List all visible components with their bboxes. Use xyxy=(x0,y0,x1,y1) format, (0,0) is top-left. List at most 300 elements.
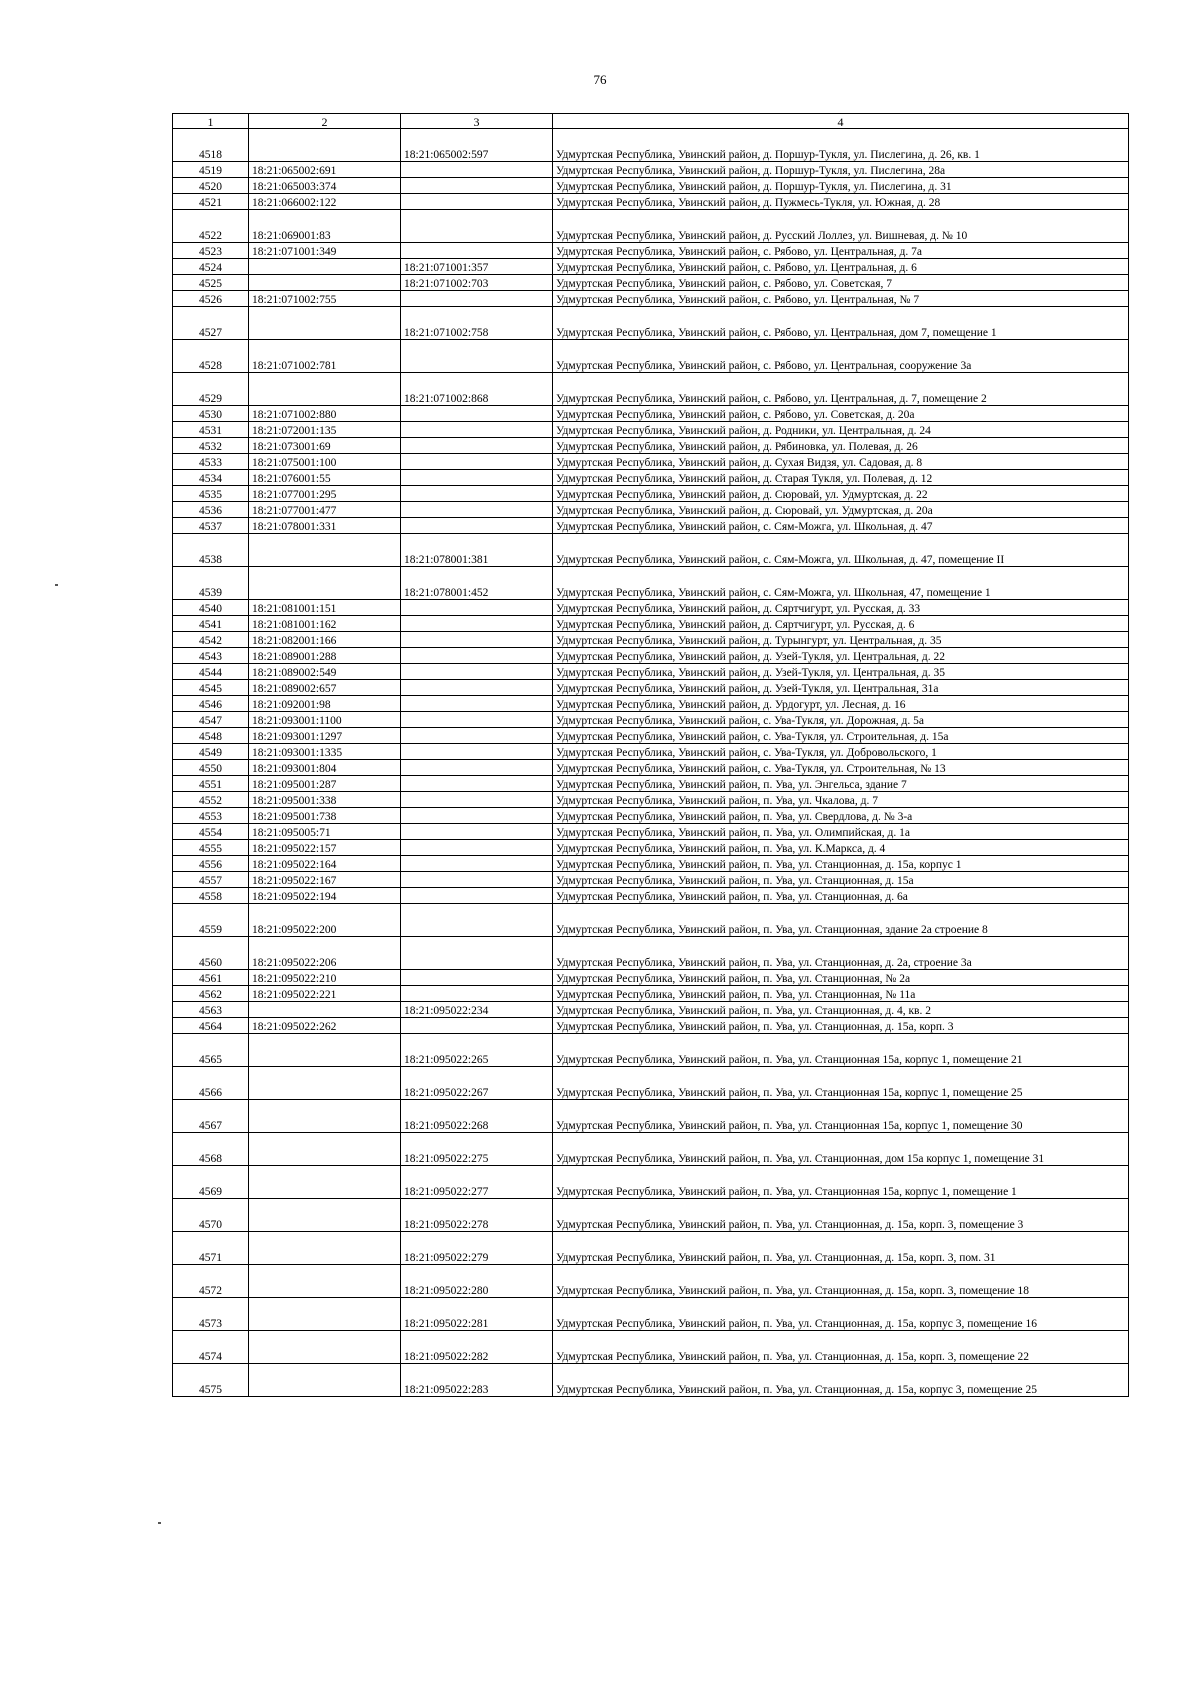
table-row xyxy=(173,776,1129,792)
address-cell: Удмуртская Республика, Увинский район, с. Рябово, ул. Советская, д. 20а xyxy=(553,406,1129,422)
cadastral-number-building xyxy=(401,808,553,824)
row-number: 4530 xyxy=(173,406,249,422)
cadastral-number-building: 18:21:095022:278 xyxy=(401,1199,553,1232)
cadastral-number-land: 18:21:071002:755 xyxy=(249,291,401,307)
cadastral-number-building xyxy=(401,760,553,776)
address-cell: Удмуртская Республика, Увинский район, п. Ува, ул. Станционная, дом 15а корпус 1, помещение 31 xyxy=(553,1133,1129,1166)
row-number: 4551 xyxy=(173,776,249,792)
cadastral-number-building xyxy=(401,632,553,648)
header-row xyxy=(173,114,1129,129)
address-cell: Удмуртская Республика, Увинский район, п. Ува, ул. Олимпийская, д. 1а xyxy=(553,824,1129,840)
cadastral-number-building xyxy=(401,422,553,438)
column-header-3: 3 xyxy=(401,114,553,129)
cadastral-number-building xyxy=(401,194,553,210)
address-cell: Удмуртская Республика, Увинский район, д. Сухая Видзя, ул. Садовая, д. 8 xyxy=(553,454,1129,470)
cadastral-number-building xyxy=(401,486,553,502)
row-number: 4563 xyxy=(173,1002,249,1018)
row-number: 4567 xyxy=(173,1100,249,1133)
column-header-2: 2 xyxy=(249,114,401,129)
cadastral-number-building xyxy=(401,518,553,534)
table-row xyxy=(173,1298,1129,1331)
cadastral-number-building: 18:21:095022:277 xyxy=(401,1166,553,1199)
address-cell: Удмуртская Республика, Увинский район, д. Урдогурт, ул. Лесная, д. 16 xyxy=(553,696,1129,712)
row-number: 4547 xyxy=(173,712,249,728)
table-row xyxy=(173,502,1129,518)
cadastral-number-building: 18:21:071002:758 xyxy=(401,307,553,340)
address-cell: Удмуртская Республика, Увинский район, с. Сям-Можга, ул. Школьная, д. 47 xyxy=(553,518,1129,534)
table-row xyxy=(173,856,1129,872)
table-row xyxy=(173,194,1129,210)
table-row xyxy=(173,904,1129,937)
address-cell: Удмуртская Республика, Увинский район, п. Ува, ул. Станционная, д. 2а, строение 3а xyxy=(553,937,1129,970)
cadastral-number-land xyxy=(249,1067,401,1100)
cadastral-number-land: 18:21:065003:374 xyxy=(249,178,401,194)
cadastral-number-building: 18:21:078001:381 xyxy=(401,534,553,567)
cadastral-number-land: 18:21:095022:221 xyxy=(249,986,401,1002)
table-row xyxy=(173,680,1129,696)
row-number: 4552 xyxy=(173,792,249,808)
row-number: 4556 xyxy=(173,856,249,872)
cadastral-number-building: 18:21:071001:357 xyxy=(401,259,553,275)
table-row xyxy=(173,648,1129,664)
row-number: 4518 xyxy=(173,129,249,162)
cadastral-number-land: 18:21:075001:100 xyxy=(249,454,401,470)
row-number: 4533 xyxy=(173,454,249,470)
table-row xyxy=(173,291,1129,307)
address-cell: Удмуртская Республика, Увинский район, д. Узей-Тукля, ул. Центральная, д. 22 xyxy=(553,648,1129,664)
row-number: 4558 xyxy=(173,888,249,904)
address-cell: Удмуртская Республика, Увинский район, с. Рябово, ул. Центральная, д. 6 xyxy=(553,259,1129,275)
cadastral-number-building: 18:21:071002:868 xyxy=(401,373,553,406)
row-number: 4557 xyxy=(173,872,249,888)
cadastral-number-building: 18:21:095022:265 xyxy=(401,1034,553,1067)
row-number: 4545 xyxy=(173,680,249,696)
table-row xyxy=(173,486,1129,502)
row-number: 4561 xyxy=(173,970,249,986)
cadastral-number-building xyxy=(401,744,553,760)
cadastral-number-building: 18:21:095022:275 xyxy=(401,1133,553,1166)
cadastral-number-building xyxy=(401,600,553,616)
cadastral-number-land xyxy=(249,1166,401,1199)
cadastral-number-land xyxy=(249,1034,401,1067)
row-number: 4569 xyxy=(173,1166,249,1199)
cadastral-number-building xyxy=(401,648,553,664)
address-cell: Удмуртская Республика, Увинский район, п. Ува, ул. Станционная, д. 4, кв. 2 xyxy=(553,1002,1129,1018)
row-number: 4572 xyxy=(173,1265,249,1298)
cadastral-number-building xyxy=(401,340,553,373)
table-row xyxy=(173,888,1129,904)
row-number: 4546 xyxy=(173,696,249,712)
cadastral-number-land: 18:21:095022:167 xyxy=(249,872,401,888)
table-body xyxy=(173,129,1129,1397)
row-number: 4560 xyxy=(173,937,249,970)
table-row xyxy=(173,518,1129,534)
table-row xyxy=(173,210,1129,243)
address-cell: Удмуртская Республика, Увинский район, с. Рябово, ул. Центральная, сооружение 3а xyxy=(553,340,1129,373)
cadastral-number-building: 18:21:095022:267 xyxy=(401,1067,553,1100)
cadastral-number-land xyxy=(249,259,401,275)
scan-mark xyxy=(158,1522,161,1524)
cadastral-number-land: 18:21:082001:166 xyxy=(249,632,401,648)
row-number: 4520 xyxy=(173,178,249,194)
table-row xyxy=(173,728,1129,744)
address-cell: Удмуртская Республика, Увинский район, д. Пужмесь-Тукля, ул. Южная, д. 28 xyxy=(553,194,1129,210)
row-number: 4531 xyxy=(173,422,249,438)
cadastral-number-land: 18:21:069001:83 xyxy=(249,210,401,243)
address-cell: Удмуртская Республика, Увинский район, п. Ува, ул. Чкалова, д. 7 xyxy=(553,792,1129,808)
address-cell: Удмуртская Республика, Увинский район, д. Узей-Тукля, ул. Центральная, 31а xyxy=(553,680,1129,696)
address-cell: Удмуртская Республика, Увинский район, п. Ува, ул. Станционная, д. 15а xyxy=(553,872,1129,888)
row-number: 4574 xyxy=(173,1331,249,1364)
address-cell: Удмуртская Республика, Увинский район, п. Ува, ул. Станционная, д. 6а xyxy=(553,888,1129,904)
row-number: 4528 xyxy=(173,340,249,373)
cadastral-number-building xyxy=(401,970,553,986)
cadastral-number-land xyxy=(249,1298,401,1331)
row-number: 4537 xyxy=(173,518,249,534)
table-row xyxy=(173,567,1129,600)
row-number: 4562 xyxy=(173,986,249,1002)
table-row xyxy=(173,632,1129,648)
table-row xyxy=(173,129,1129,162)
address-cell: Удмуртская Республика, Увинский район, д. Сюровай, ул. Удмуртская, д. 22 xyxy=(553,486,1129,502)
row-number: 4527 xyxy=(173,307,249,340)
cadastral-number-building: 18:21:095022:282 xyxy=(401,1331,553,1364)
cadastral-number-building xyxy=(401,986,553,1002)
row-number: 4553 xyxy=(173,808,249,824)
cadastral-number-land: 18:21:071002:781 xyxy=(249,340,401,373)
cadastral-number-building: 18:21:065002:597 xyxy=(401,129,553,162)
row-number: 4541 xyxy=(173,616,249,632)
registry-table xyxy=(172,113,1129,1397)
address-cell: Удмуртская Республика, Увинский район, с. Ува-Тукля, ул. Строительная, д. 15а xyxy=(553,728,1129,744)
table-row xyxy=(173,1232,1129,1265)
table-row xyxy=(173,1265,1129,1298)
address-cell: Удмуртская Республика, Увинский район, п. Ува, ул. Станционная, д. 15а, корпус 3, помещение 25 xyxy=(553,1364,1129,1397)
table-row xyxy=(173,696,1129,712)
address-cell: Удмуртская Республика, Увинский район, п. Ува, ул. Свердлова, д. № 3-а xyxy=(553,808,1129,824)
table-row xyxy=(173,243,1129,259)
address-cell: Удмуртская Республика, Увинский район, с. Рябово, ул. Советская, 7 xyxy=(553,275,1129,291)
table-row xyxy=(173,1018,1129,1034)
address-cell: Удмуртская Республика, Увинский район, д. Поршур-Тукля, ул. Пислегина, 28а xyxy=(553,162,1129,178)
address-cell: Удмуртская Республика, Увинский район, п. Ува, ул. Станционная, д. 15а, корпус 3, помещение 16 xyxy=(553,1298,1129,1331)
row-number: 4526 xyxy=(173,291,249,307)
cadastral-number-land xyxy=(249,1100,401,1133)
row-number: 4564 xyxy=(173,1018,249,1034)
row-number: 4535 xyxy=(173,486,249,502)
cadastral-number-building xyxy=(401,406,553,422)
cadastral-number-building xyxy=(401,1018,553,1034)
cadastral-number-land: 18:21:093001:1100 xyxy=(249,712,401,728)
column-header-4: 4 xyxy=(553,114,1129,129)
cadastral-number-building xyxy=(401,178,553,194)
address-cell: Удмуртская Республика, Увинский район, д. Сяртчигурт, ул. Русская, д. 33 xyxy=(553,600,1129,616)
row-number: 4575 xyxy=(173,1364,249,1397)
table-row xyxy=(173,275,1129,291)
cadastral-number-land xyxy=(249,1232,401,1265)
cadastral-number-building xyxy=(401,728,553,744)
cadastral-number-building xyxy=(401,502,553,518)
cadastral-number-building xyxy=(401,210,553,243)
cadastral-number-building: 18:21:095022:268 xyxy=(401,1100,553,1133)
cadastral-number-land xyxy=(249,1364,401,1397)
row-number: 4566 xyxy=(173,1067,249,1100)
row-number: 4523 xyxy=(173,243,249,259)
cadastral-number-land: 18:21:078001:331 xyxy=(249,518,401,534)
cadastral-number-building xyxy=(401,937,553,970)
row-number: 4555 xyxy=(173,840,249,856)
address-cell: Удмуртская Республика, Увинский район, п. Ува, ул. Станционная, № 11а xyxy=(553,986,1129,1002)
row-number: 4519 xyxy=(173,162,249,178)
row-number: 4540 xyxy=(173,600,249,616)
address-cell: Удмуртская Республика, Увинский район, п. Ува, ул. Станционная, д. 15а, корп. 3, помещение 22 xyxy=(553,1331,1129,1364)
address-cell: Удмуртская Республика, Увинский район, п. Ува, ул. Станционная, д. 15а, корп. 3, помещение 18 xyxy=(553,1265,1129,1298)
address-cell: Удмуртская Республика, Увинский район, д. Сяртчигурт, ул. Русская, д. 6 xyxy=(553,616,1129,632)
address-cell: Удмуртская Республика, Увинский район, д. Родники, ул. Центральная, д. 24 xyxy=(553,422,1129,438)
cadastral-number-land xyxy=(249,1331,401,1364)
cadastral-number-land: 18:21:095022:210 xyxy=(249,970,401,986)
cadastral-number-land: 18:21:077001:295 xyxy=(249,486,401,502)
cadastral-number-land: 18:21:066002:122 xyxy=(249,194,401,210)
table-row xyxy=(173,712,1129,728)
table-row xyxy=(173,1067,1129,1100)
row-number: 4544 xyxy=(173,664,249,680)
address-cell: Удмуртская Республика, Увинский район, п. Ува, ул. Станционная 15а, корпус 1, помещение 30 xyxy=(553,1100,1129,1133)
cadastral-number-land xyxy=(249,1199,401,1232)
scan-mark xyxy=(55,584,58,586)
column-header-1: 1 xyxy=(173,114,249,129)
cadastral-number-building xyxy=(401,776,553,792)
address-cell: Удмуртская Республика, Увинский район, с. Ува-Тукля, ул. Строительная, № 13 xyxy=(553,760,1129,776)
cadastral-number-land: 18:21:089001:288 xyxy=(249,648,401,664)
row-number: 4570 xyxy=(173,1199,249,1232)
address-cell: Удмуртская Республика, Увинский район, с. Ува-Тукля, ул. Добровольского, 1 xyxy=(553,744,1129,760)
row-number: 4538 xyxy=(173,534,249,567)
cadastral-number-land: 18:21:093001:1335 xyxy=(249,744,401,760)
address-cell: Удмуртская Республика, Увинский район, с. Рябово, ул. Центральная, № 7 xyxy=(553,291,1129,307)
row-number: 4532 xyxy=(173,438,249,454)
cadastral-number-land: 18:21:076001:55 xyxy=(249,470,401,486)
cadastral-number-land: 18:21:095022:194 xyxy=(249,888,401,904)
cadastral-number-land: 18:21:072001:135 xyxy=(249,422,401,438)
cadastral-number-land: 18:21:095001:738 xyxy=(249,808,401,824)
cadastral-number-land xyxy=(249,1133,401,1166)
cadastral-number-building xyxy=(401,824,553,840)
table-row xyxy=(173,1100,1129,1133)
table-row xyxy=(173,534,1129,567)
cadastral-number-land xyxy=(249,1265,401,1298)
cadastral-number-building: 18:21:071002:703 xyxy=(401,275,553,291)
table-row xyxy=(173,1002,1129,1018)
cadastral-number-building: 18:21:095022:234 xyxy=(401,1002,553,1018)
row-number: 4573 xyxy=(173,1298,249,1331)
cadastral-number-building xyxy=(401,243,553,259)
address-cell: Удмуртская Республика, Увинский район, п. Ува, ул. Станционная, д. 15а, корп. 3, помещение 3 xyxy=(553,1199,1129,1232)
address-cell: Удмуртская Республика, Увинский район, д. Поршур-Тукля, ул. Пислегина, д. 26, кв. 1 xyxy=(553,129,1129,162)
address-cell: Удмуртская Республика, Увинский район, с. Рябово, ул. Центральная, д. 7а xyxy=(553,243,1129,259)
table-row xyxy=(173,872,1129,888)
table-row xyxy=(173,1166,1129,1199)
cadastral-number-land xyxy=(249,1002,401,1018)
cadastral-number-land: 18:21:092001:98 xyxy=(249,696,401,712)
cadastral-number-land: 18:21:071001:349 xyxy=(249,243,401,259)
address-cell: Удмуртская Республика, Увинский район, д. Поршур-Тукля, ул. Пислегина, д. 31 xyxy=(553,178,1129,194)
cadastral-number-building: 18:21:095022:283 xyxy=(401,1364,553,1397)
address-cell: Удмуртская Республика, Увинский район, с. Рябово, ул. Центральная, дом 7, помещение 1 xyxy=(553,307,1129,340)
cadastral-number-building xyxy=(401,438,553,454)
table-row xyxy=(173,454,1129,470)
table-row xyxy=(173,792,1129,808)
cadastral-number-land: 18:21:093001:804 xyxy=(249,760,401,776)
row-number: 4525 xyxy=(173,275,249,291)
table-row xyxy=(173,470,1129,486)
row-number: 4529 xyxy=(173,373,249,406)
row-number: 4571 xyxy=(173,1232,249,1265)
table-row xyxy=(173,438,1129,454)
address-cell: Удмуртская Республика, Увинский район, д. Сюровай, ул. Удмуртская, д. 20а xyxy=(553,502,1129,518)
cadastral-number-land: 18:21:081001:151 xyxy=(249,600,401,616)
page-number: 76 xyxy=(593,72,607,87)
cadastral-number-building: 18:21:095022:279 xyxy=(401,1232,553,1265)
cadastral-number-building xyxy=(401,616,553,632)
cadastral-number-building xyxy=(401,454,553,470)
cadastral-number-land: 18:21:095022:157 xyxy=(249,840,401,856)
table-row xyxy=(173,808,1129,824)
cadastral-number-land xyxy=(249,567,401,600)
table-row xyxy=(173,616,1129,632)
cadastral-number-building xyxy=(401,470,553,486)
cadastral-number-building xyxy=(401,291,553,307)
table-row xyxy=(173,937,1129,970)
cadastral-number-land: 18:21:081001:162 xyxy=(249,616,401,632)
table-row xyxy=(173,162,1129,178)
table-row xyxy=(173,307,1129,340)
cadastral-number-land xyxy=(249,129,401,162)
cadastral-number-land xyxy=(249,534,401,567)
cadastral-number-building xyxy=(401,840,553,856)
table-row xyxy=(173,824,1129,840)
table-row xyxy=(173,760,1129,776)
address-cell: Удмуртская Республика, Увинский район, п. Ува, ул. Станционная 15а, корпус 1, помещение 25 xyxy=(553,1067,1129,1100)
cadastral-number-building xyxy=(401,680,553,696)
address-cell: Удмуртская Республика, Увинский район, п. Ува, ул. Станционная, д. 15а, корпус 1 xyxy=(553,856,1129,872)
table-row xyxy=(173,986,1129,1002)
row-number: 4548 xyxy=(173,728,249,744)
row-number: 4559 xyxy=(173,904,249,937)
address-cell: Удмуртская Республика, Увинский район, п. Ува, ул. Станционная, д. 15а, корп. 3, пом. 31 xyxy=(553,1232,1129,1265)
cadastral-number-building xyxy=(401,664,553,680)
cadastral-number-building xyxy=(401,162,553,178)
cadastral-number-land: 18:21:095001:338 xyxy=(249,792,401,808)
address-cell: Удмуртская Республика, Увинский район, д. Турынгурт, ул. Центральная, д. 35 xyxy=(553,632,1129,648)
table-row xyxy=(173,744,1129,760)
cadastral-number-building: 18:21:095022:280 xyxy=(401,1265,553,1298)
cadastral-number-land: 18:21:095022:164 xyxy=(249,856,401,872)
address-cell: Удмуртская Республика, Увинский район, д. Старая Тукля, ул. Полевая, д. 12 xyxy=(553,470,1129,486)
cadastral-number-building xyxy=(401,696,553,712)
address-cell: Удмуртская Республика, Увинский район, п. Ува, ул. Станционная, № 2а xyxy=(553,970,1129,986)
cadastral-number-land xyxy=(249,373,401,406)
address-cell: Удмуртская Республика, Увинский район, с. Сям-Можга, ул. Школьная, д. 47, помещение II xyxy=(553,534,1129,567)
row-number: 4550 xyxy=(173,760,249,776)
address-cell: Удмуртская Республика, Увинский район, п. Ува, ул. Энгельса, здание 7 xyxy=(553,776,1129,792)
cadastral-number-building xyxy=(401,792,553,808)
cadastral-number-land: 18:21:089002:549 xyxy=(249,664,401,680)
address-cell: Удмуртская Республика, Увинский район, п. Ува, ул. Станционная 15а, корпус 1, помещение 21 xyxy=(553,1034,1129,1067)
row-number: 4539 xyxy=(173,567,249,600)
table-row xyxy=(173,373,1129,406)
row-number: 4565 xyxy=(173,1034,249,1067)
table-row xyxy=(173,1034,1129,1067)
cadastral-number-land: 18:21:095001:287 xyxy=(249,776,401,792)
table-row xyxy=(173,1199,1129,1232)
cadastral-number-building xyxy=(401,904,553,937)
table-row xyxy=(173,340,1129,373)
row-number: 4524 xyxy=(173,259,249,275)
cadastral-number-land: 18:21:073001:69 xyxy=(249,438,401,454)
table-row xyxy=(173,259,1129,275)
table-row xyxy=(173,406,1129,422)
table-row xyxy=(173,600,1129,616)
cadastral-number-land: 18:21:095022:200 xyxy=(249,904,401,937)
cadastral-number-building: 18:21:078001:452 xyxy=(401,567,553,600)
address-cell: Удмуртская Республика, Увинский район, д. Русский Лоллез, ул. Вишневая, д. № 10 xyxy=(553,210,1129,243)
address-cell: Удмуртская Республика, Увинский район, п. Ува, ул. К.Маркса, д. 4 xyxy=(553,840,1129,856)
cadastral-number-land: 18:21:095022:206 xyxy=(249,937,401,970)
address-cell: Удмуртская Республика, Увинский район, п. Ува, ул. Станционная, д. 15а, корп. 3 xyxy=(553,1018,1129,1034)
cadastral-number-building: 18:21:095022:281 xyxy=(401,1298,553,1331)
row-number: 4542 xyxy=(173,632,249,648)
address-cell: Удмуртская Республика, Увинский район, с. Рябово, ул. Центральная, д. 7, помещение 2 xyxy=(553,373,1129,406)
cadastral-number-land: 18:21:089002:657 xyxy=(249,680,401,696)
table-row xyxy=(173,970,1129,986)
row-number: 4522 xyxy=(173,210,249,243)
address-cell: Удмуртская Республика, Увинский район, д. Узей-Тукля, ул. Центральная, д. 35 xyxy=(553,664,1129,680)
address-cell: Удмуртская Республика, Увинский район, с. Ува-Тукля, ул. Дорожная, д. 5а xyxy=(553,712,1129,728)
cadastral-number-land: 18:21:065002:691 xyxy=(249,162,401,178)
table-row xyxy=(173,1364,1129,1397)
cadastral-number-land: 18:21:093001:1297 xyxy=(249,728,401,744)
row-number: 4543 xyxy=(173,648,249,664)
cadastral-number-land: 18:21:071002:880 xyxy=(249,406,401,422)
row-number: 4568 xyxy=(173,1133,249,1166)
row-number: 4521 xyxy=(173,194,249,210)
cadastral-number-land xyxy=(249,307,401,340)
row-number: 4549 xyxy=(173,744,249,760)
cadastral-number-building xyxy=(401,856,553,872)
address-cell: Удмуртская Республика, Увинский район, д. Рябиновка, ул. Полевая, д. 26 xyxy=(553,438,1129,454)
address-cell: Удмуртская Республика, Увинский район, п. Ува, ул. Станционная, здание 2а строение 8 xyxy=(553,904,1129,937)
cadastral-number-building xyxy=(401,712,553,728)
cadastral-number-land xyxy=(249,275,401,291)
address-cell: Удмуртская Республика, Увинский район, п. Ува, ул. Станционная 15а, корпус 1, помещение 1 xyxy=(553,1166,1129,1199)
cadastral-number-land: 18:21:077001:477 xyxy=(249,502,401,518)
table-row xyxy=(173,1133,1129,1166)
cadastral-number-land: 18:21:095005:71 xyxy=(249,824,401,840)
table-row xyxy=(173,664,1129,680)
cadastral-number-building xyxy=(401,872,553,888)
cadastral-number-land: 18:21:095022:262 xyxy=(249,1018,401,1034)
address-cell: Удмуртская Республика, Увинский район, с. Сям-Можга, ул. Школьная, 47, помещение 1 xyxy=(553,567,1129,600)
row-number: 4536 xyxy=(173,502,249,518)
table-row xyxy=(173,1331,1129,1364)
table-row xyxy=(173,840,1129,856)
row-number: 4554 xyxy=(173,824,249,840)
table-row xyxy=(173,178,1129,194)
row-number: 4534 xyxy=(173,470,249,486)
table-row xyxy=(173,422,1129,438)
cadastral-number-building xyxy=(401,888,553,904)
